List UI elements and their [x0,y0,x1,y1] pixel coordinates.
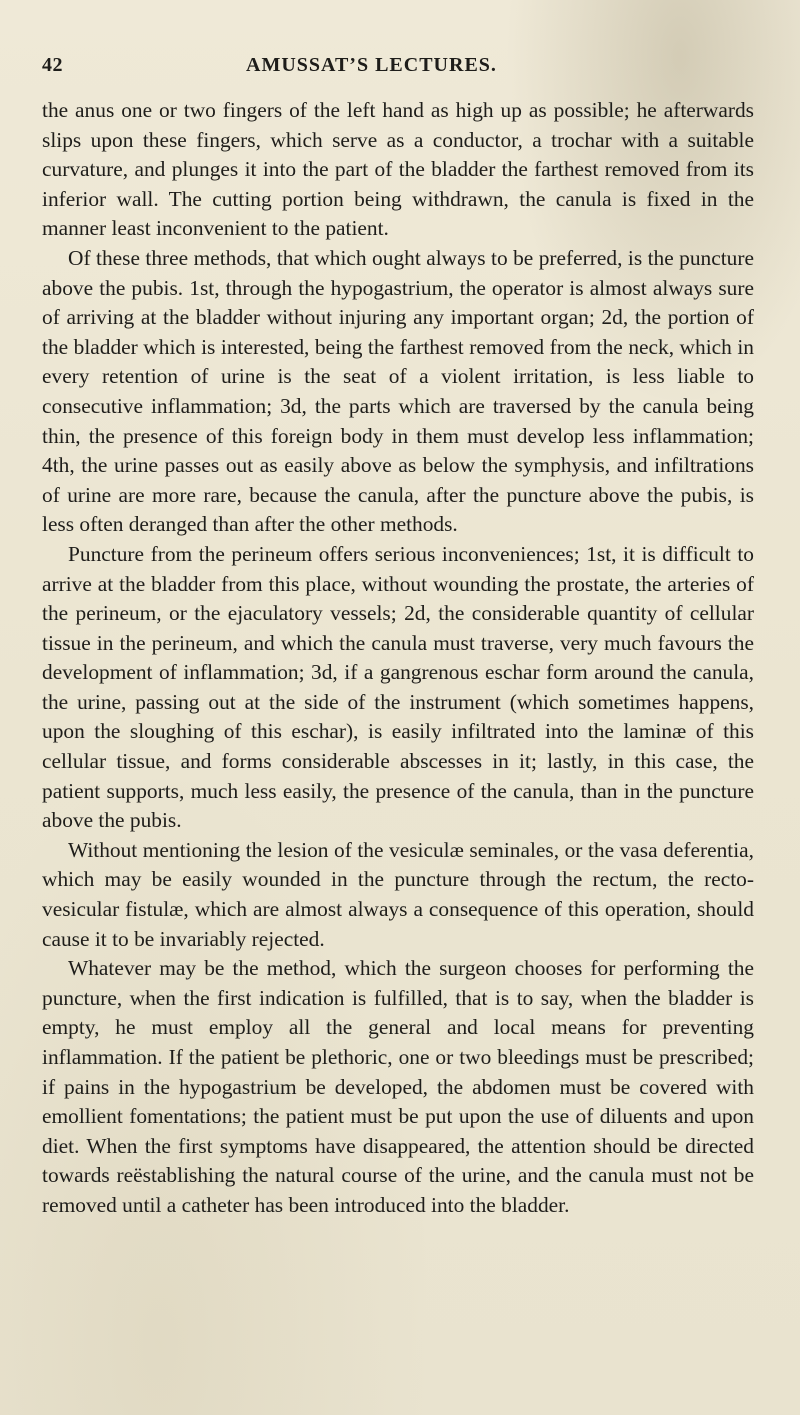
page-header [42,54,758,84]
paragraph-rectum: Without mentioning the lesion of the vesiculæ seminales, or the vasa deferentia, which may be easily wounded in the puncture through the rectum, the recto-vesicular fistulæ, which are almost always a consequence of this operation, should cause it to be invariably rejected. [42,837,754,951]
paragraph-perineum: Puncture from the perineum offers serious inconveniences; 1st, it is difficult to arrive at the bladder from this place, without wounding the prostate, the arteries of the perineum, or the ejaculatory vessels; 2d, the considerable quantity of cellular tissue in the perineum, and which the canula must traverse, very much favours the development of inflammation; 3d, if a gangrenous eschar form around the canula, the urine, passing out at the side of the instrument (which sometimes happens, upon the sloughing of this eschar), is easily infiltrated into the laminæ of this cellular tissue, and forms considerable abscesses in it; lastly, in this case, the patient supports, much less easily, the presence of the canula, than in the puncture above the pubis. [42,541,754,833]
page-number: 42 [42,54,63,76]
running-title: AMUSSAT’S LECTURES. [246,54,497,76]
body-text [42,96,754,1221]
paragraph-aftercare: Whatever may be the method, which the surgeon chooses for performing the puncture, when the first indication is fulfilled, that is to say, when the bladder is empty, he must employ all the general and local means for preventing inflammation. If the patient be plethoric, one or two bleedings must be prescribed; if pains in the hypogastrium be developed, the abdomen must be covered with emollient fomentations; the patient must be put upon the use of diluents and upon diet. When the first symptoms have disappeared, the attention should be directed towards reëstablishing the natural course of the urine, and the canula must not be removed until a catheter has been introduced into the bladder. [42,956,754,1217]
paragraph-continuation: the anus one or two fingers of the left hand as high up as possible; he afterwards slips upon these fingers, which serve as a conductor, a trochar with a suitable curvature, and plunges it into the part of the bladder the farthest removed from its inferior wall. The cutting portion being withdrawn, the canula is fixed in the manner least inconvenient to the patient. [42,98,754,241]
paragraph-methods-preferred: Of these three methods, that which ought always to be preferred, is the puncture above the pubis. 1st, through the hypogastrium, the operator is almost always sure of arriving at the bladder without injuring any important organ; 2d, the portion of the bladder which is interested, being the farthest removed from the neck, which in every retention of urine is the seat of a violent irritation, is less liable to consecutive inflammation; 3d, the parts which are traversed by the canula being thin, the presence of this foreign body in them must develop less inflammation; 4th, the urine passes out as easily above as below the symphysis, and infiltrations of urine are more rare, because the canula, after the puncture above the pubis, is less often deranged than after the other methods. [42,245,754,537]
